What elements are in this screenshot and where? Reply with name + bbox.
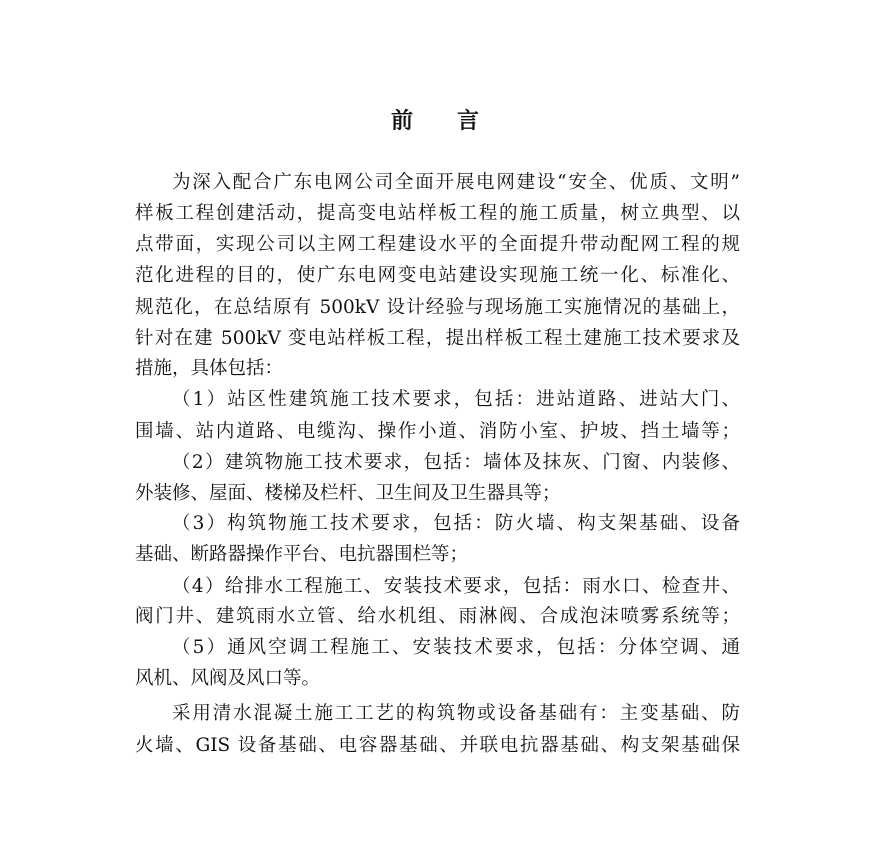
paragraph-line: 措施，具体包括： — [135, 358, 284, 379]
paragraph-line: 围墙、站内道路、电缆沟、操作小道、消防小室、护坡、挡土墙等； — [135, 421, 740, 442]
paragraph-line: 为深入配合广东电网公司全面开展电网建设“安全、优质、文明” — [172, 172, 740, 193]
paragraph-line: 风机、风阀及风口等。 — [135, 668, 321, 689]
paragraph-line: （5）通风空调工程施工、安装技术要求，包括：分体空调、通 — [172, 637, 740, 658]
page-title: 前言 — [390, 108, 523, 134]
paragraph-line: 采用清水混凝土施工工艺的构筑物或设备基础有：主变基础、防 — [172, 703, 740, 724]
paragraph-line: 点带面，实现公司以主网工程建设水平的全面提升带动配网工程的规 — [135, 234, 740, 255]
paragraph-line: 样板工程创建活动，提高变电站样板工程的施工质量，树立典型、以 — [135, 203, 740, 224]
paragraph-line: （4）给排水工程施工、安装技术要求，包括：雨水口、检查井、 — [172, 576, 740, 597]
paragraph-line: 火墙、GIS 设备基础、电容器基础、并联电抗器基础、构支架基础保 — [135, 735, 740, 756]
paragraph-line: 针对在建 500kV 变电站样板工程，提出样板工程土建施工技术要求及 — [135, 328, 740, 349]
paragraph-line: （2）建筑物施工技术要求，包括：墙体及抹灰、门窗、内装修、 — [172, 452, 740, 473]
paragraph-line: 外装修、屋面、楼梯及栏杆、卫生间及卫生器具等； — [135, 483, 561, 504]
paragraph-line: 阀门井、建筑雨水立管、给水机组、雨淋阀、合成泡沫喷雾系统等； — [135, 606, 740, 627]
paragraph-line: 基础、断路器操作平台、电抗器围栏等； — [135, 544, 469, 565]
paragraph-line: 范化进程的目的，使广东电网变电站建设实现施工统一化、标准化、 — [135, 265, 740, 286]
paragraph-line: （1）站区性建筑施工技术要求，包括：进站道路、进站大门、 — [172, 389, 740, 410]
paragraph-line: （3）构筑物施工技术要求，包括：防火墙、构支架基础、设备 — [172, 513, 740, 534]
paragraph-line: 规范化，在总结原有 500kV 设计经验与现场施工实施情况的基础上， — [135, 297, 740, 318]
